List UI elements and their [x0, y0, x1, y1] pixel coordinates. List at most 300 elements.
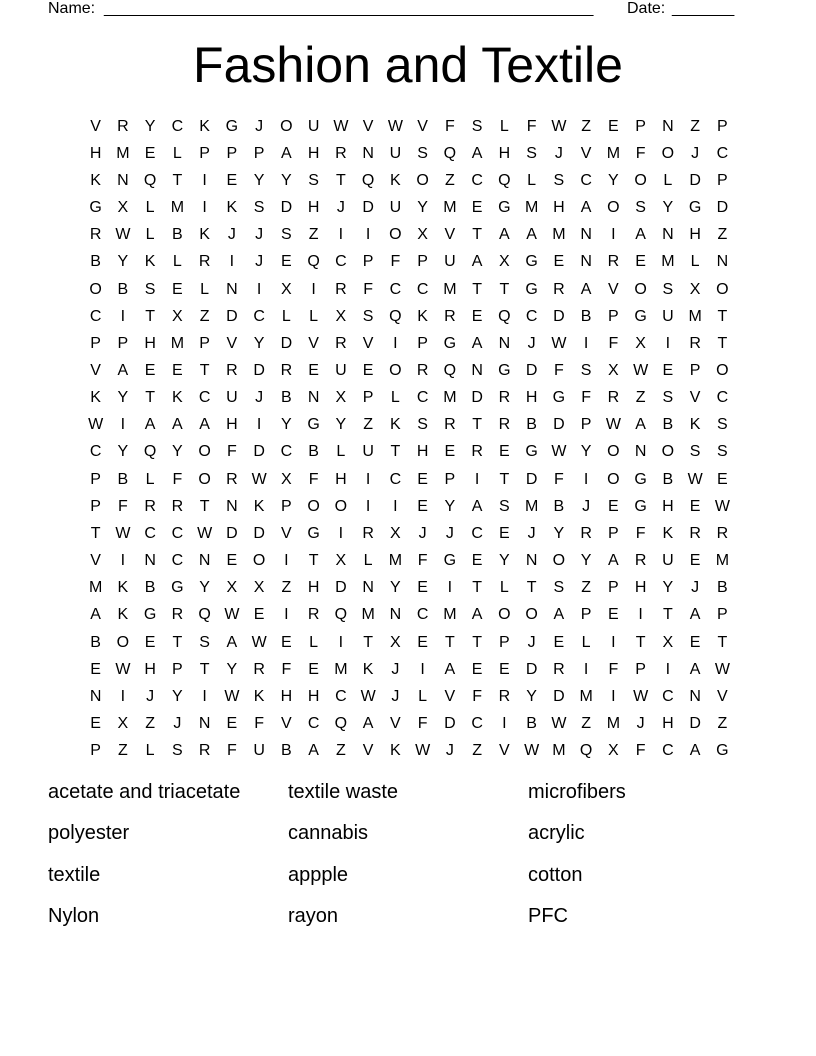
grid-letter[interactable]: J — [391, 660, 400, 678]
grid-letter[interactable]: T — [499, 470, 510, 488]
grid-letter[interactable]: C — [416, 280, 429, 298]
grid-letter[interactable]: E — [362, 361, 374, 379]
grid-letter[interactable]: C — [171, 552, 184, 570]
grid-letter[interactable]: R — [198, 742, 211, 760]
grid-letter[interactable]: G — [498, 199, 511, 217]
grid-letter[interactable]: T — [172, 633, 183, 651]
grid-letter[interactable]: I — [365, 470, 371, 488]
grid-letter[interactable]: P — [172, 660, 183, 678]
grid-letter[interactable]: G — [171, 579, 184, 597]
grid-letter[interactable]: E — [226, 171, 238, 189]
grid-letter[interactable]: K — [662, 524, 674, 542]
grid-letter[interactable]: H — [89, 144, 102, 162]
grid-letter[interactable]: K — [417, 307, 428, 325]
grid-letter[interactable]: K — [226, 199, 238, 217]
grid-letter[interactable]: T — [390, 443, 401, 461]
grid-letter[interactable]: N — [634, 443, 647, 461]
grid-letter[interactable]: G — [443, 552, 457, 570]
grid-letter[interactable]: Y — [117, 443, 129, 461]
grid-letter[interactable]: E — [499, 660, 510, 678]
grid-letter[interactable]: H — [662, 497, 674, 515]
grid-letter[interactable]: Z — [199, 307, 210, 325]
grid-letter[interactable]: K — [253, 497, 265, 515]
grid-letter[interactable]: F — [254, 715, 265, 733]
grid-letter[interactable]: J — [527, 334, 536, 352]
grid-letter[interactable]: V — [580, 144, 592, 162]
grid-letter[interactable]: Y — [281, 171, 292, 189]
grid-letter[interactable]: N — [580, 253, 592, 271]
grid-letter[interactable]: S — [172, 742, 183, 760]
grid-letter[interactable]: E — [417, 633, 428, 651]
grid-letter[interactable]: Y — [172, 443, 183, 461]
grid-letter[interactable]: C — [471, 524, 483, 542]
grid-letter[interactable]: J — [554, 144, 563, 162]
grid-letter[interactable]: E — [417, 579, 428, 597]
grid-letter[interactable]: S — [635, 199, 646, 217]
grid-letter[interactable]: N — [471, 361, 483, 379]
grid-letter[interactable]: E — [417, 497, 428, 515]
grid-letter[interactable]: T — [172, 171, 183, 189]
grid-letter[interactable]: Z — [635, 389, 646, 407]
grid-letter[interactable]: B — [308, 443, 319, 461]
grid-letter[interactable]: L — [663, 171, 673, 189]
grid-letter[interactable]: O — [661, 443, 675, 461]
grid-letter[interactable]: L — [145, 226, 155, 244]
grid-letter[interactable]: C — [716, 144, 729, 162]
grid-letter[interactable]: W — [633, 687, 649, 705]
grid-letter[interactable]: R — [444, 307, 456, 325]
grid-letter[interactable]: K — [390, 171, 401, 189]
grid-letter[interactable]: U — [362, 443, 374, 461]
grid-letter[interactable]: I — [256, 416, 262, 434]
grid-letter[interactable]: D — [553, 687, 565, 705]
grid-letter[interactable]: W — [387, 117, 403, 135]
grid-letter[interactable]: Q — [334, 606, 348, 624]
grid-letter[interactable]: A — [90, 606, 101, 624]
grid-letter[interactable]: C — [662, 742, 674, 760]
grid-letter[interactable]: G — [634, 470, 647, 488]
grid-letter[interactable]: W — [115, 524, 131, 542]
grid-letter[interactable]: X — [335, 552, 347, 570]
grid-letter[interactable]: G — [443, 334, 457, 352]
grid-letter[interactable]: O — [498, 606, 511, 624]
grid-letter[interactable]: Q — [579, 742, 593, 760]
grid-letter[interactable]: Z — [117, 742, 128, 760]
grid-letter[interactable]: B — [553, 497, 565, 515]
grid-letter[interactable]: S — [580, 361, 592, 379]
grid-letter[interactable]: J — [418, 524, 427, 542]
grid-letter[interactable]: T — [472, 579, 483, 597]
grid-letter[interactable]: B — [172, 226, 183, 244]
grid-letter[interactable]: G — [634, 307, 647, 325]
grid-letter[interactable]: Z — [581, 117, 592, 135]
grid-letter[interactable]: F — [390, 253, 401, 271]
grid-letter[interactable]: E — [635, 253, 646, 271]
grid-letter[interactable]: C — [171, 524, 184, 542]
grid-letter[interactable]: I — [338, 524, 344, 542]
grid-letter[interactable]: T — [717, 334, 728, 352]
grid-letter[interactable]: S — [499, 497, 510, 515]
grid-letter[interactable]: R — [362, 524, 374, 542]
grid-letter[interactable]: D — [525, 361, 538, 379]
grid-letter[interactable]: E — [608, 606, 619, 624]
grid-letter[interactable]: R — [416, 361, 429, 379]
grid-letter[interactable]: R — [689, 334, 701, 352]
grid-letter[interactable]: N — [198, 552, 211, 570]
grid-letter[interactable]: X — [117, 199, 129, 217]
grid-letter[interactable]: P — [253, 144, 265, 162]
grid-letter[interactable]: F — [553, 361, 564, 379]
grid-letter[interactable]: K — [90, 389, 101, 407]
grid-letter[interactable]: L — [581, 633, 591, 651]
grid-letter[interactable]: X — [172, 307, 183, 325]
grid-letter[interactable]: R — [171, 606, 184, 624]
grid-letter[interactable]: G — [307, 416, 320, 434]
grid-letter[interactable]: Y — [253, 334, 265, 352]
grid-letter[interactable]: H — [662, 715, 674, 733]
grid-letter[interactable]: P — [90, 470, 101, 488]
grid-letter[interactable]: A — [362, 715, 374, 733]
grid-letter[interactable]: K — [199, 117, 210, 135]
grid-letter[interactable]: N — [144, 552, 156, 570]
grid-letter[interactable]: C — [280, 443, 293, 461]
grid-letter[interactable]: B — [662, 470, 674, 488]
grid-letter[interactable]: I — [611, 633, 616, 651]
grid-letter[interactable]: Z — [690, 117, 701, 135]
grid-letter[interactable]: N — [307, 389, 320, 407]
grid-letter[interactable]: Y — [253, 171, 265, 189]
grid-letter[interactable]: O — [607, 443, 620, 461]
grid-letter[interactable]: H — [226, 416, 238, 434]
grid-letter[interactable]: A — [689, 606, 701, 624]
grid-letter[interactable]: G — [525, 280, 538, 298]
grid-letter[interactable]: K — [199, 226, 210, 244]
grid-letter[interactable]: X — [635, 334, 646, 352]
grid-letter[interactable]: J — [445, 524, 454, 542]
grid-letter[interactable]: E — [226, 715, 238, 733]
grid-letter[interactable]: D — [253, 361, 265, 379]
grid-letter[interactable]: E — [499, 443, 510, 461]
grid-letter[interactable]: Y — [117, 389, 129, 407]
grid-letter[interactable]: T — [472, 633, 483, 651]
grid-letter[interactable]: W — [115, 660, 131, 678]
grid-letter[interactable]: H — [307, 579, 320, 597]
grid-letter[interactable]: S — [281, 226, 292, 244]
grid-letter[interactable]: C — [307, 715, 320, 733]
grid-letter[interactable]: C — [335, 253, 347, 271]
grid-letter[interactable]: J — [691, 579, 700, 597]
grid-letter[interactable]: S — [253, 199, 265, 217]
grid-letter[interactable]: I — [284, 606, 289, 624]
grid-letter[interactable]: W — [551, 443, 567, 461]
grid-letter[interactable]: R — [198, 253, 211, 271]
grid-letter[interactable]: L — [418, 687, 428, 705]
grid-letter[interactable]: P — [580, 416, 592, 434]
grid-letter[interactable]: V — [90, 552, 101, 570]
grid-letter[interactable]: S — [553, 171, 565, 189]
grid-letter[interactable]: A — [471, 144, 483, 162]
grid-letter[interactable]: M — [443, 606, 457, 624]
grid-letter[interactable]: V — [308, 334, 319, 352]
grid-letter[interactable]: A — [308, 742, 319, 760]
grid-letter[interactable]: D — [253, 524, 265, 542]
grid-letter[interactable]: L — [690, 253, 700, 271]
grid-letter[interactable]: I — [120, 687, 126, 705]
grid-letter[interactable]: F — [172, 470, 183, 488]
grid-letter[interactable]: T — [717, 633, 728, 651]
grid-letter[interactable]: K — [362, 660, 374, 678]
grid-letter[interactable]: W — [251, 633, 267, 651]
grid-letter[interactable]: Q — [361, 171, 375, 189]
grid-letter[interactable]: P — [199, 144, 210, 162]
grid-letter[interactable]: E — [281, 633, 292, 651]
grid-letter[interactable]: Q — [498, 171, 511, 189]
grid-letter[interactable]: I — [474, 470, 480, 488]
grid-letter[interactable]: R — [89, 226, 102, 244]
grid-letter[interactable]: J — [255, 226, 264, 244]
grid-letter[interactable]: C — [89, 307, 102, 325]
grid-letter[interactable]: J — [255, 253, 264, 271]
grid-letter[interactable]: P — [417, 334, 428, 352]
grid-letter[interactable]: D — [280, 334, 293, 352]
grid-letter[interactable]: P — [199, 334, 210, 352]
grid-letter[interactable]: O — [552, 552, 566, 570]
grid-letter[interactable]: V — [499, 742, 510, 760]
grid-letter[interactable]: A — [580, 280, 592, 298]
grid-letter[interactable]: G — [225, 117, 239, 135]
grid-letter[interactable]: C — [580, 171, 592, 189]
grid-letter[interactable]: E — [281, 253, 292, 271]
grid-letter[interactable]: T — [526, 579, 537, 597]
grid-letter[interactable]: O — [607, 199, 620, 217]
grid-letter[interactable]: W — [251, 470, 267, 488]
grid-letter[interactable]: W — [333, 117, 349, 135]
grid-letter[interactable]: S — [417, 416, 428, 434]
grid-letter[interactable]: M — [443, 389, 457, 407]
grid-letter[interactable]: I — [502, 715, 507, 733]
grid-letter[interactable]: A — [471, 606, 483, 624]
grid-letter[interactable]: T — [472, 280, 483, 298]
grid-letter[interactable]: F — [226, 443, 237, 461]
grid-letter[interactable]: F — [635, 144, 646, 162]
grid-letter[interactable]: M — [170, 334, 185, 352]
grid-letter[interactable]: S — [717, 443, 728, 461]
grid-letter[interactable]: S — [144, 280, 156, 298]
grid-letter[interactable]: H — [416, 443, 429, 461]
grid-letter[interactable]: Y — [417, 199, 428, 217]
grid-letter[interactable]: N — [580, 226, 592, 244]
grid-letter[interactable]: I — [447, 579, 453, 597]
grid-letter[interactable]: C — [389, 470, 402, 488]
grid-letter[interactable]: R — [580, 524, 592, 542]
grid-letter[interactable]: X — [335, 389, 347, 407]
grid-letter[interactable]: Z — [145, 715, 156, 733]
grid-letter[interactable]: K — [390, 742, 401, 760]
grid-letter[interactable]: I — [583, 334, 589, 352]
grid-letter[interactable]: O — [116, 633, 130, 651]
grid-letter[interactable]: Y — [226, 660, 238, 678]
grid-letter[interactable]: X — [281, 280, 292, 298]
grid-letter[interactable]: W — [115, 226, 131, 244]
grid-letter[interactable]: O — [661, 144, 675, 162]
grid-letter[interactable]: V — [444, 687, 456, 705]
grid-letter[interactable]: P — [608, 524, 619, 542]
grid-letter[interactable]: O — [525, 606, 538, 624]
grid-letter[interactable]: Y — [526, 687, 537, 705]
grid-letter[interactable]: D — [280, 199, 293, 217]
grid-letter[interactable]: P — [226, 144, 238, 162]
grid-letter[interactable]: R — [444, 416, 456, 434]
grid-letter[interactable]: E — [90, 660, 101, 678]
grid-letter[interactable]: U — [226, 389, 238, 407]
grid-letter[interactable]: R — [253, 660, 265, 678]
grid-letter[interactable]: F — [417, 715, 428, 733]
grid-letter[interactable]: A — [199, 416, 210, 434]
grid-letter[interactable]: M — [443, 199, 457, 217]
grid-letter[interactable]: H — [525, 389, 538, 407]
grid-letter[interactable]: G — [307, 524, 320, 542]
grid-letter[interactable]: B — [144, 579, 156, 597]
grid-letter[interactable]: W — [605, 416, 621, 434]
grid-letter[interactable]: J — [691, 144, 700, 162]
grid-letter[interactable]: V — [362, 117, 374, 135]
grid-letter[interactable]: E — [689, 633, 701, 651]
grid-letter[interactable]: W — [551, 117, 567, 135]
grid-letter[interactable]: J — [391, 687, 400, 705]
grid-letter[interactable]: A — [117, 361, 129, 379]
grid-letter[interactable]: D — [253, 443, 265, 461]
grid-letter[interactable]: C — [171, 117, 184, 135]
grid-letter[interactable]: E — [253, 606, 265, 624]
grid-letter[interactable]: A — [608, 552, 619, 570]
grid-letter[interactable]: I — [338, 633, 344, 651]
grid-letter[interactable]: A — [635, 416, 646, 434]
grid-letter[interactable]: F — [608, 660, 619, 678]
grid-letter[interactable]: L — [499, 579, 509, 597]
grid-letter[interactable]: S — [362, 307, 374, 325]
grid-letter[interactable]: H — [280, 687, 293, 705]
grid-letter[interactable]: C — [198, 389, 211, 407]
grid-letter[interactable]: V — [281, 715, 292, 733]
grid-letter[interactable]: L — [172, 144, 182, 162]
grid-letter[interactable]: Y — [553, 524, 565, 542]
grid-letter[interactable]: W — [224, 606, 240, 624]
grid-letter[interactable]: N — [198, 715, 211, 733]
grid-letter[interactable]: O — [307, 497, 320, 515]
grid-letter[interactable]: S — [662, 389, 674, 407]
grid-letter[interactable]: A — [172, 416, 183, 434]
grid-letter[interactable]: M — [552, 742, 566, 760]
grid-letter[interactable]: U — [389, 144, 402, 162]
grid-letter[interactable]: X — [499, 253, 510, 271]
grid-letter[interactable]: J — [582, 497, 591, 515]
grid-letter[interactable]: E — [308, 361, 319, 379]
grid-letter[interactable]: E — [471, 552, 483, 570]
grid-letter[interactable]: L — [527, 171, 537, 189]
grid-letter[interactable]: E — [689, 552, 701, 570]
grid-letter[interactable]: L — [200, 280, 210, 298]
grid-letter[interactable]: E — [717, 470, 728, 488]
grid-letter[interactable]: N — [662, 226, 674, 244]
grid-letter[interactable]: O — [716, 280, 729, 298]
grid-letter[interactable]: R — [307, 606, 320, 624]
grid-letter[interactable]: D — [553, 416, 565, 434]
grid-letter[interactable]: O — [334, 497, 348, 515]
grid-letter[interactable]: D — [226, 524, 238, 542]
grid-letter[interactable]: V — [444, 226, 456, 244]
grid-letter[interactable]: S — [717, 416, 728, 434]
grid-letter[interactable]: H — [553, 199, 565, 217]
grid-letter[interactable]: K — [144, 253, 156, 271]
grid-letter[interactable]: E — [308, 660, 319, 678]
grid-letter[interactable]: F — [417, 552, 428, 570]
grid-letter[interactable]: I — [665, 334, 671, 352]
grid-letter[interactable]: N — [498, 334, 511, 352]
grid-letter[interactable]: J — [255, 117, 264, 135]
grid-letter[interactable]: G — [525, 443, 538, 461]
grid-letter[interactable]: N — [226, 280, 238, 298]
grid-letter[interactable]: F — [444, 117, 455, 135]
grid-letter[interactable]: Y — [580, 443, 592, 461]
grid-letter[interactable]: I — [393, 334, 398, 352]
grid-letter[interactable]: J — [445, 742, 454, 760]
grid-letter[interactable]: W — [714, 660, 730, 678]
grid-letter[interactable]: E — [172, 280, 183, 298]
grid-letter[interactable]: R — [226, 361, 238, 379]
grid-letter[interactable]: C — [662, 687, 674, 705]
grid-letter[interactable]: M — [116, 144, 130, 162]
grid-letter[interactable]: E — [608, 117, 619, 135]
grid-letter[interactable]: G — [525, 253, 538, 271]
grid-letter[interactable]: C — [144, 524, 156, 542]
grid-letter[interactable]: R — [498, 416, 511, 434]
grid-letter[interactable]: M — [388, 552, 403, 570]
grid-letter[interactable]: N — [362, 144, 374, 162]
grid-letter[interactable]: R — [335, 144, 347, 162]
grid-letter[interactable]: D — [362, 199, 374, 217]
grid-letter[interactable]: M — [606, 715, 621, 733]
grid-letter[interactable]: O — [389, 361, 402, 379]
grid-letter[interactable]: S — [471, 117, 483, 135]
grid-letter[interactable]: T — [199, 361, 210, 379]
grid-letter[interactable]: J — [255, 389, 264, 407]
grid-letter[interactable]: H — [144, 334, 156, 352]
grid-letter[interactable]: A — [471, 334, 483, 352]
grid-letter[interactable]: I — [284, 552, 289, 570]
grid-letter[interactable]: Q — [443, 361, 457, 379]
grid-letter[interactable]: C — [253, 307, 265, 325]
grid-letter[interactable]: V — [281, 524, 292, 542]
grid-letter[interactable]: V — [90, 117, 101, 135]
grid-letter[interactable]: F — [581, 389, 592, 407]
grid-letter[interactable]: P — [444, 470, 456, 488]
grid-letter[interactable]: Y — [444, 497, 456, 515]
grid-letter[interactable]: N — [89, 687, 102, 705]
grid-letter[interactable]: K — [172, 389, 183, 407]
grid-letter[interactable]: F — [281, 660, 292, 678]
grid-letter[interactable]: M — [688, 307, 702, 325]
grid-letter[interactable]: W — [224, 687, 240, 705]
grid-letter[interactable]: U — [307, 117, 320, 135]
date-field[interactable]: _______ — [672, 0, 735, 17]
grid-letter[interactable]: S — [662, 280, 674, 298]
grid-letter[interactable]: P — [281, 497, 292, 515]
grid-letter[interactable]: M — [552, 226, 566, 244]
grid-letter[interactable]: M — [443, 280, 457, 298]
grid-letter[interactable]: G — [498, 361, 511, 379]
grid-letter[interactable]: A — [444, 660, 456, 678]
grid-letter[interactable]: A — [689, 660, 701, 678]
